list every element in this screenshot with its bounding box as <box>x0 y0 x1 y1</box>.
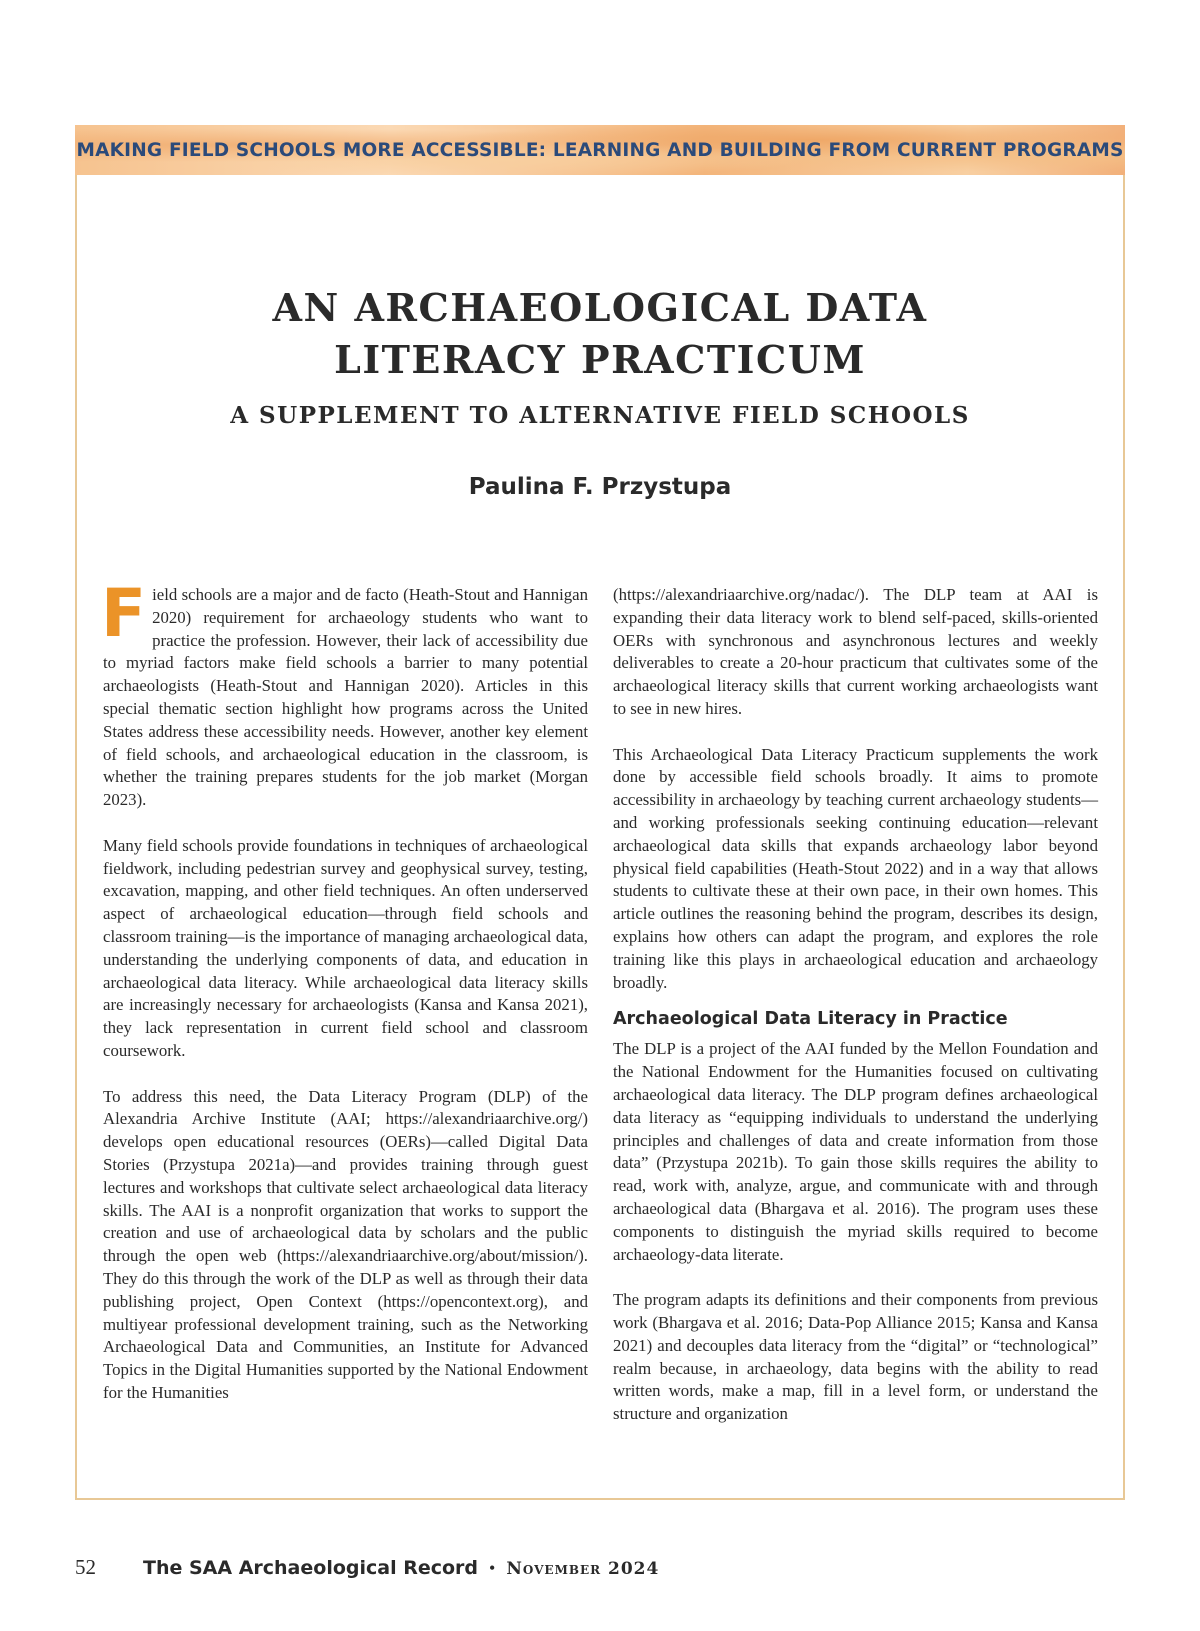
paragraph-6: The DLP is a project of the AAI funded by the Mellon Foundation and the National Endowment for the Humanities focused on cultivating archaeological data literacy. The DLP program defines archaeological data literacy as “equipping individuals to understand the underlying principles and challenges of data and create information from those data” (Przystupa 2021b). To gain those skills requires the ability to read, work with, analyze, argue, and communicate with and through archaeological data (Bhargava et al. 2016). The program uses these components to distinguish the myriad skills required to become archaeology-data literate. <box>613 1039 1098 1264</box>
right-column <box>613 584 1098 1426</box>
section-banner-text: MAKING FIELD SCHOOLS MORE ACCESSIBLE: LEARNING AND BUILDING FROM CURRENT PROGRAMS <box>76 139 1124 161</box>
paragraph-1-text: ield schools are a major and de facto (Heath-Stout and Hannigan 2020) requirement for archaeology students who want to practice the profession. However, their lack of accessibility due to myriad factors make field schools a barrier to many potential archaeologists (Heath-Stout and Hannigan 2020). Articles in this special thematic section highlight how programs across the United States address these accessibility needs. However, another key element of field schools, and archaeological education in the classroom, is whether the training prepares students for the job market (Morgan 2023). <box>103 585 588 810</box>
article-title <box>75 282 1125 386</box>
issue-date: November 2024 <box>506 1559 660 1579</box>
journal-name: The SAA Archaeological Record <box>143 1557 479 1579</box>
left-column <box>101 575 588 1405</box>
paragraph-3: To address this need, the Data Literacy Program (DLP) of the Alexandria Archive Institute (AAI; https://alexandriaarchive.org/) develops open educational resources (OERs)—called Digital Data Stories (Przystupa 2021a)—and provides training through guest lectures and workshops that cultivate select archaeological data literacy skills. The AAI is a nonprofit organization that works to support the creation and use of archaeological data by scholars and the public through the open web (https://alexandriaarchive.org/about/mission/). They do this through the work of the DLP as well as through their data publishing project, Open Context (https://opencontext.org), and multiyear professional development training, such as the Networking Archaeological Data and Communities, an Institute for Advanced Topics in the Digital Humanities supported by the National Endowment for the Humanities <box>103 1086 588 1402</box>
footer-bullet: • <box>489 1558 496 1578</box>
author-name: Paulina F. Przystupa <box>468 474 732 500</box>
article-title-line-1: AN ARCHAEOLOGICAL DATA <box>272 285 928 330</box>
paragraph-1 <box>101 575 588 812</box>
page-number: 52 <box>75 1555 96 1579</box>
article-title-line-2: LITERACY PRACTICUM <box>334 337 866 382</box>
paragraph-2: Many field schools provide foundations in techniques of archaeological fieldwork, including pedestrian survey and geophysical survey, testing, excavation, mapping, and other field techniques. An often underserved aspect of archaeological education—through field schools and classroom training—is the importance of managing archaeological data, understanding the underlying components of data, and education in archaeological data literacy. While archaeological data literacy skills are increasingly necessary for archaeologists (Kansa and Kansa 2021), they lack representation in current field school and classroom coursework. <box>103 835 588 1060</box>
paragraph-7: The program adapts its definitions and their components from previous work (Bhargava et al. 2016; Data-Pop Alliance 2015; Kansa and Kansa 2021) and decouples data literacy from the “digital” or “technological” realm because, in archaeology, data begins with the ability to read written words, make a map, fill in a level form, or understand the structure and organization <box>613 1290 1098 1424</box>
paragraph-5: This Archaeological Data Literacy Practicum supplements the work done by accessible field schools broadly. It aims to promote accessibility in archaeology by teaching current archaeology students—and working professionals seeking continuing education—relevant archaeological data skills that expands archaeology labor beyond physical field capabilities (Heath-Stout 2022) and in a way that allows students to cultivate these at their own pace, in their own homes. This article outlines the reasoning behind the program, describes its design, explains how others can adapt the program, and explores the role training like this plays in archaeological education and archaeology broadly. <box>613 744 1098 992</box>
drop-cap: F <box>101 575 147 652</box>
article-subtitle: A SUPPLEMENT TO ALTERNATIVE FIELD SCHOOLS <box>230 402 970 429</box>
section-heading: Archaeological Data Literacy in Practice <box>613 1009 1008 1030</box>
section-banner <box>75 125 1125 175</box>
page-footer <box>75 1555 659 1580</box>
paragraph-4: (https://alexandriaarchive.org/nadac/). The DLP team at AAI is expanding their data literacy work to blend self-paced, skills-oriented OERs with synchronous and asynchronous lectures and weekly deliverables to create a 20-hour practicum that cultivates some of the archaeological literacy skills that current working archaeologists want to see in new hires. <box>613 585 1098 718</box>
